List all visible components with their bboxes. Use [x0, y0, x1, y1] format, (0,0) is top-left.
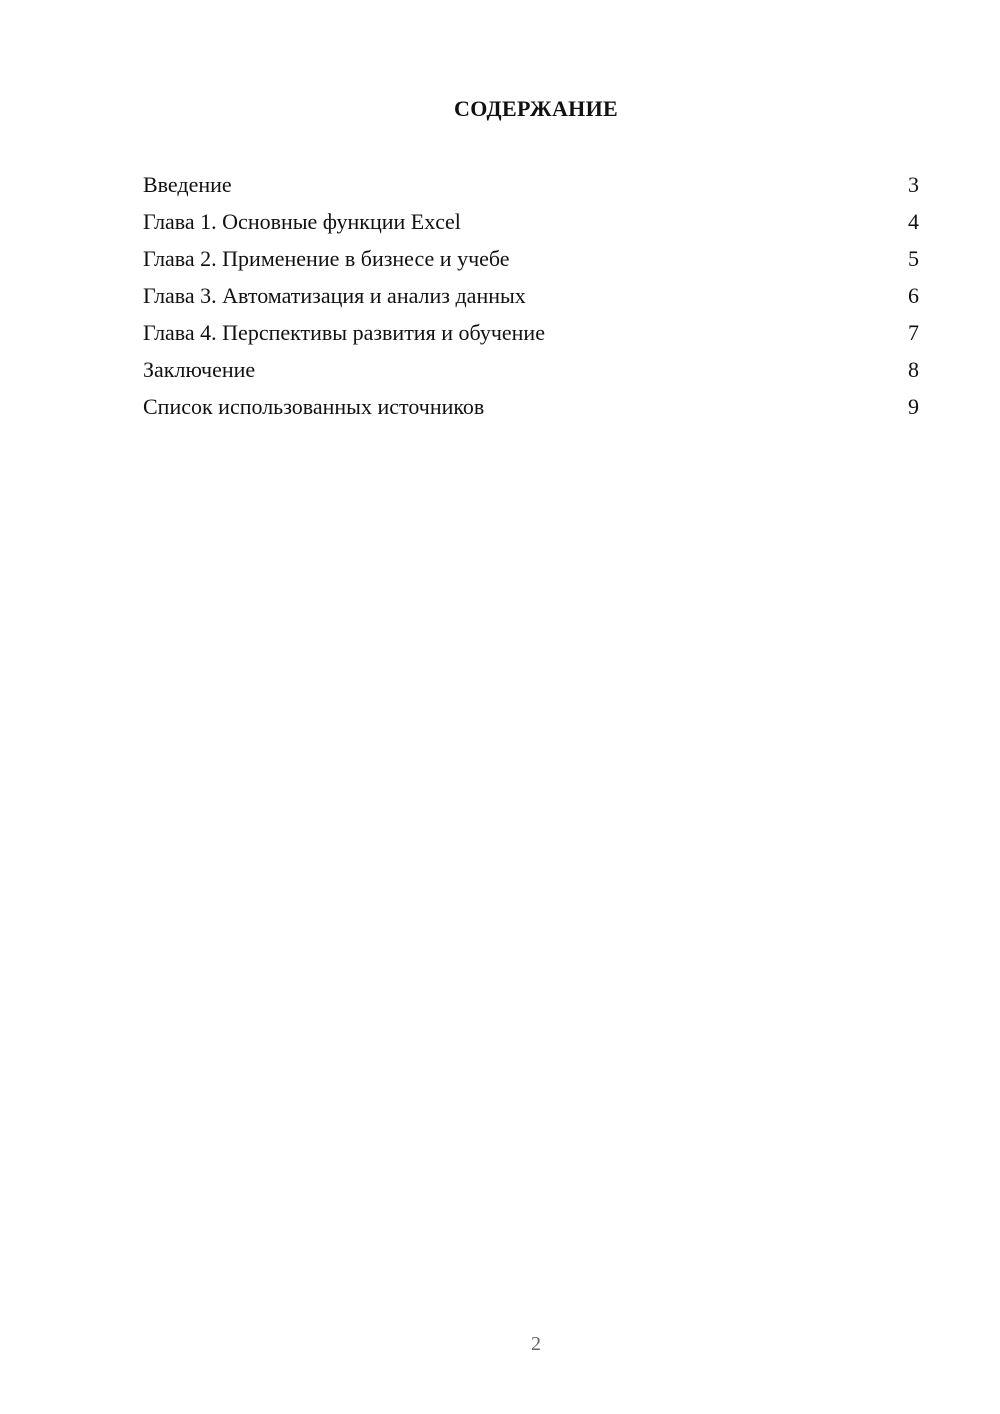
toc-entry-page: 6 [908, 283, 919, 308]
toc-entry [143, 355, 919, 392]
toc-entry-label: Заключение [143, 357, 256, 382]
toc-entry-page: 8 [908, 357, 919, 382]
toc-entry-page: 7 [908, 320, 919, 345]
toc-entry-page: 4 [908, 209, 919, 234]
toc-entry-page: 3 [908, 172, 919, 197]
toc-entry [143, 207, 919, 244]
toc-entry [143, 244, 919, 281]
toc-entry [143, 318, 919, 355]
toc-entry [143, 281, 919, 318]
toc-entry [143, 392, 919, 429]
table-of-contents [143, 170, 919, 429]
page-number: 2 [531, 1333, 541, 1355]
toc-entry-page: 9 [908, 394, 919, 419]
toc-entry-label: Глава 1. Основные функции Excel [143, 209, 461, 234]
toc-entry-page: 5 [908, 246, 919, 271]
toc-entry-label: Глава 2. Применение в бизнесе и учебе [143, 246, 510, 271]
toc-entry-label: Список использованных источников [143, 394, 485, 419]
toc-entry-label: Глава 3. Автоматизация и анализ данных [143, 283, 526, 308]
toc-entry [143, 170, 919, 207]
toc-entry-label: Введение [143, 172, 232, 197]
toc-entry-label: Глава 4. Перспективы развития и обучение [143, 320, 545, 345]
page-title: СОДЕРЖАНИЕ [454, 96, 618, 121]
